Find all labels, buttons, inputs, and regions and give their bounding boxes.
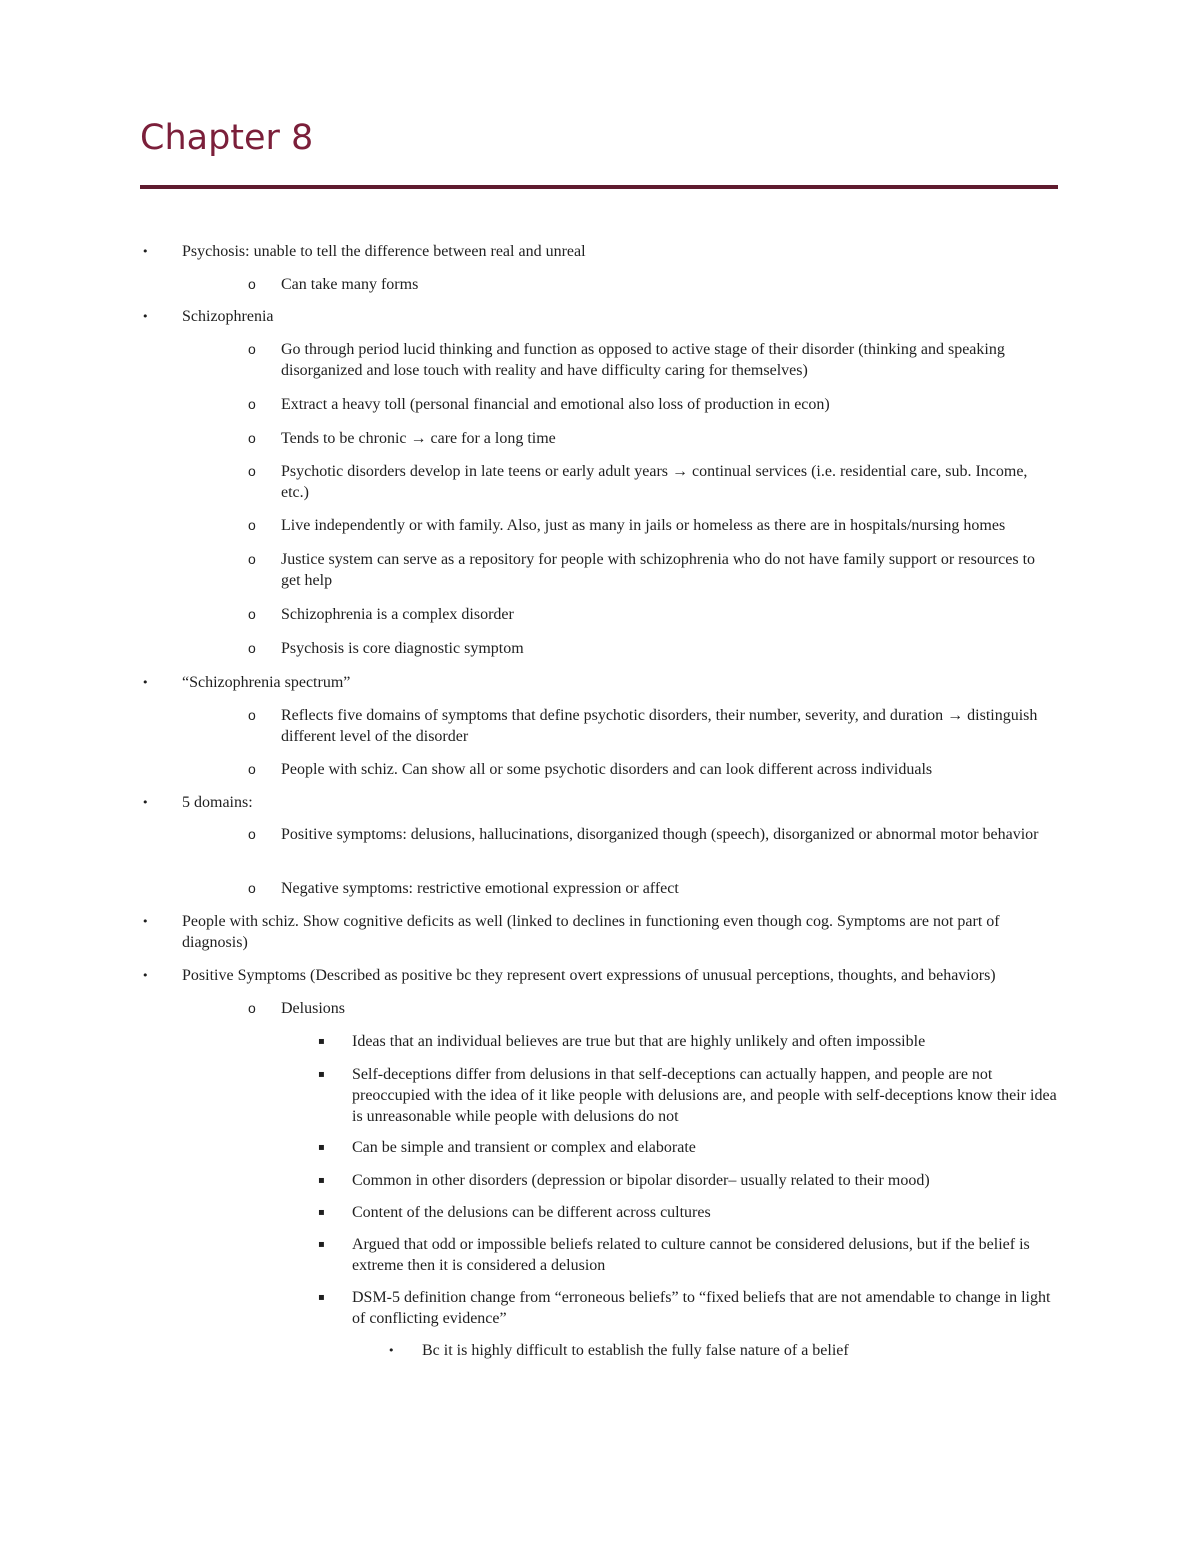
list-item-text: Delusions [281, 1000, 345, 1017]
list-item-level-1 [142, 672, 1057, 693]
circle-o-icon: o [248, 606, 256, 622]
circle-o-icon: o [248, 707, 256, 723]
square-bullet-icon: ▪ [318, 1036, 325, 1047]
bullet-dot-icon: • [142, 969, 149, 982]
bullet-dot-icon: • [142, 310, 149, 323]
list-item-level-2 [248, 339, 1058, 381]
list-item-text: Ideas that an individual believes are true but that are highly unlikely and often impossible [352, 1033, 926, 1050]
list-item-level-1 [142, 241, 1057, 262]
page-title: Chapter 8 [140, 118, 314, 158]
circle-o-icon: o [248, 341, 256, 357]
bullet-dot-icon: • [142, 915, 149, 928]
square-bullet-icon: ▪ [318, 1207, 325, 1218]
list-item-text: Tends to be chronic → care for a long time [281, 430, 556, 447]
circle-o-icon: o [248, 517, 256, 533]
square-bullet-icon: ▪ [318, 1069, 325, 1080]
list-item-text: Psychosis is core diagnostic symptom [281, 640, 524, 657]
bullet-dot-icon: • [142, 796, 149, 809]
list-item-text: Content of the delusions can be different across cultures [352, 1204, 711, 1221]
list-item-text: Live independently or with family. Also, just as many in jails or homeless as there are in hospitals/nursing homes [281, 517, 1006, 534]
list-item-level-2 [248, 274, 1058, 295]
list-item-level-3 [318, 1202, 1058, 1223]
list-item-level-3 [318, 1234, 1058, 1276]
circle-o-icon: o [248, 880, 256, 896]
list-item-level-3 [318, 1287, 1058, 1329]
circle-o-icon: o [248, 276, 256, 292]
list-item-level-3 [318, 1137, 1058, 1158]
list-item-text: Negative symptoms: restrictive emotional expression or affect [281, 880, 679, 897]
list-item-text: “Schizophrenia spectrum” [182, 674, 351, 691]
bullet-dot-icon: • [142, 676, 149, 689]
list-item-level-2 [248, 549, 1058, 591]
list-item-text: Go through period lucid thinking and function as opposed to active stage of their disorder (thinking and speaking disorganized and lose touch with reality and have difficulty caring for themselves) [281, 341, 1005, 379]
list-item-level-1 [142, 911, 1057, 953]
list-item-text: Justice system can serve as a repository for people with schizophrenia who do not have family support or resources to get help [281, 551, 1036, 589]
list-item-text: 5 domains: [182, 794, 253, 811]
list-item-text: Positive symptoms: delusions, hallucinations, disorganized though (speech), disorganized or abnormal motor behavior [281, 826, 1039, 843]
circle-o-icon: o [248, 430, 256, 446]
circle-o-icon: o [248, 826, 256, 842]
list-item-level-2 [248, 998, 1058, 1019]
list-item-text: Positive Symptoms (Described as positive bc they represent overt expressions of unusual perceptions, thoughts, and behaviors) [182, 967, 996, 984]
list-item-text: Extract a heavy toll (personal financial and emotional also loss of production in econ) [281, 396, 830, 413]
list-item-text: Schizophrenia [182, 308, 274, 325]
list-item-text: Reflects five domains of symptoms that define psychotic disorders, their number, severity, and duration → distinguish different level of the disorder [281, 707, 1038, 745]
list-item-level-2 [248, 604, 1058, 625]
bullet-dot-icon: • [142, 245, 149, 258]
list-item-level-1 [142, 792, 1057, 813]
list-item-level-2 [248, 461, 1058, 503]
list-item-level-3 [318, 1031, 1058, 1052]
list-item-text: Argued that odd or impossible beliefs related to culture cannot be considered delusions, but if the belief is extreme then it is considered a delusion [352, 1236, 1030, 1274]
list-item-text: DSM-5 definition change from “erroneous beliefs” to “fixed beliefs that are not amendable to change in light of conflicting evidence” [352, 1289, 1051, 1327]
list-item-text: Psychotic disorders develop in late teens or early adult years → continual services (i.e. residential care, sub. Income, etc.) [281, 463, 1028, 501]
circle-o-icon: o [248, 640, 256, 656]
square-bullet-icon: ▪ [318, 1175, 325, 1186]
list-item-level-2 [248, 705, 1058, 747]
list-item-level-2 [248, 759, 1058, 780]
list-item-level-3 [318, 1170, 1058, 1191]
circle-o-icon: o [248, 396, 256, 412]
list-item-text: People with schiz. Show cognitive deficits as well (linked to declines in functioning even though cog. Symptoms are not part of diagnosis) [182, 913, 1000, 951]
list-item-text: Psychosis: unable to tell the difference between real and unreal [182, 243, 586, 260]
list-item-text: Schizophrenia is a complex disorder [281, 606, 514, 623]
list-item-text: Common in other disorders (depression or bipolar disorder– usually related to their mood) [352, 1172, 930, 1189]
list-item-level-1 [142, 965, 1057, 986]
square-bullet-icon: ▪ [318, 1142, 325, 1153]
circle-o-icon: o [248, 761, 256, 777]
list-item-level-2 [248, 394, 1058, 415]
list-item-level-1 [142, 306, 1057, 327]
bullet-dot-icon: • [388, 1344, 395, 1357]
circle-o-icon: o [248, 1000, 256, 1016]
list-item-level-2 [248, 515, 1058, 536]
title-divider [140, 185, 1058, 189]
list-item-text: Can be simple and transient or complex and elaborate [352, 1139, 696, 1156]
square-bullet-icon: ▪ [318, 1239, 325, 1250]
list-item-level-2 [248, 638, 1058, 659]
list-item-level-3 [318, 1064, 1058, 1127]
list-item-text: People with schiz. Can show all or some psychotic disorders and can look different across individuals [281, 761, 933, 778]
circle-o-icon: o [248, 551, 256, 567]
list-item-level-4 [388, 1340, 1058, 1361]
list-item-text: Can take many forms [281, 276, 419, 293]
square-bullet-icon: ▪ [318, 1292, 325, 1303]
list-item-level-2 [248, 878, 1058, 899]
list-item-text: Self-deceptions differ from delusions in that self-deceptions can actually happen, and people are not preoccupied with the idea of it like people with delusions are, and people with self-deceptions know their idea is unreasonable while people with delusions do not [352, 1066, 1057, 1125]
circle-o-icon: o [248, 463, 256, 479]
list-item-level-2 [248, 824, 1058, 845]
list-item-text: Bc it is highly difficult to establish the fully false nature of a belief [422, 1342, 849, 1359]
list-item-level-2 [248, 428, 1058, 449]
